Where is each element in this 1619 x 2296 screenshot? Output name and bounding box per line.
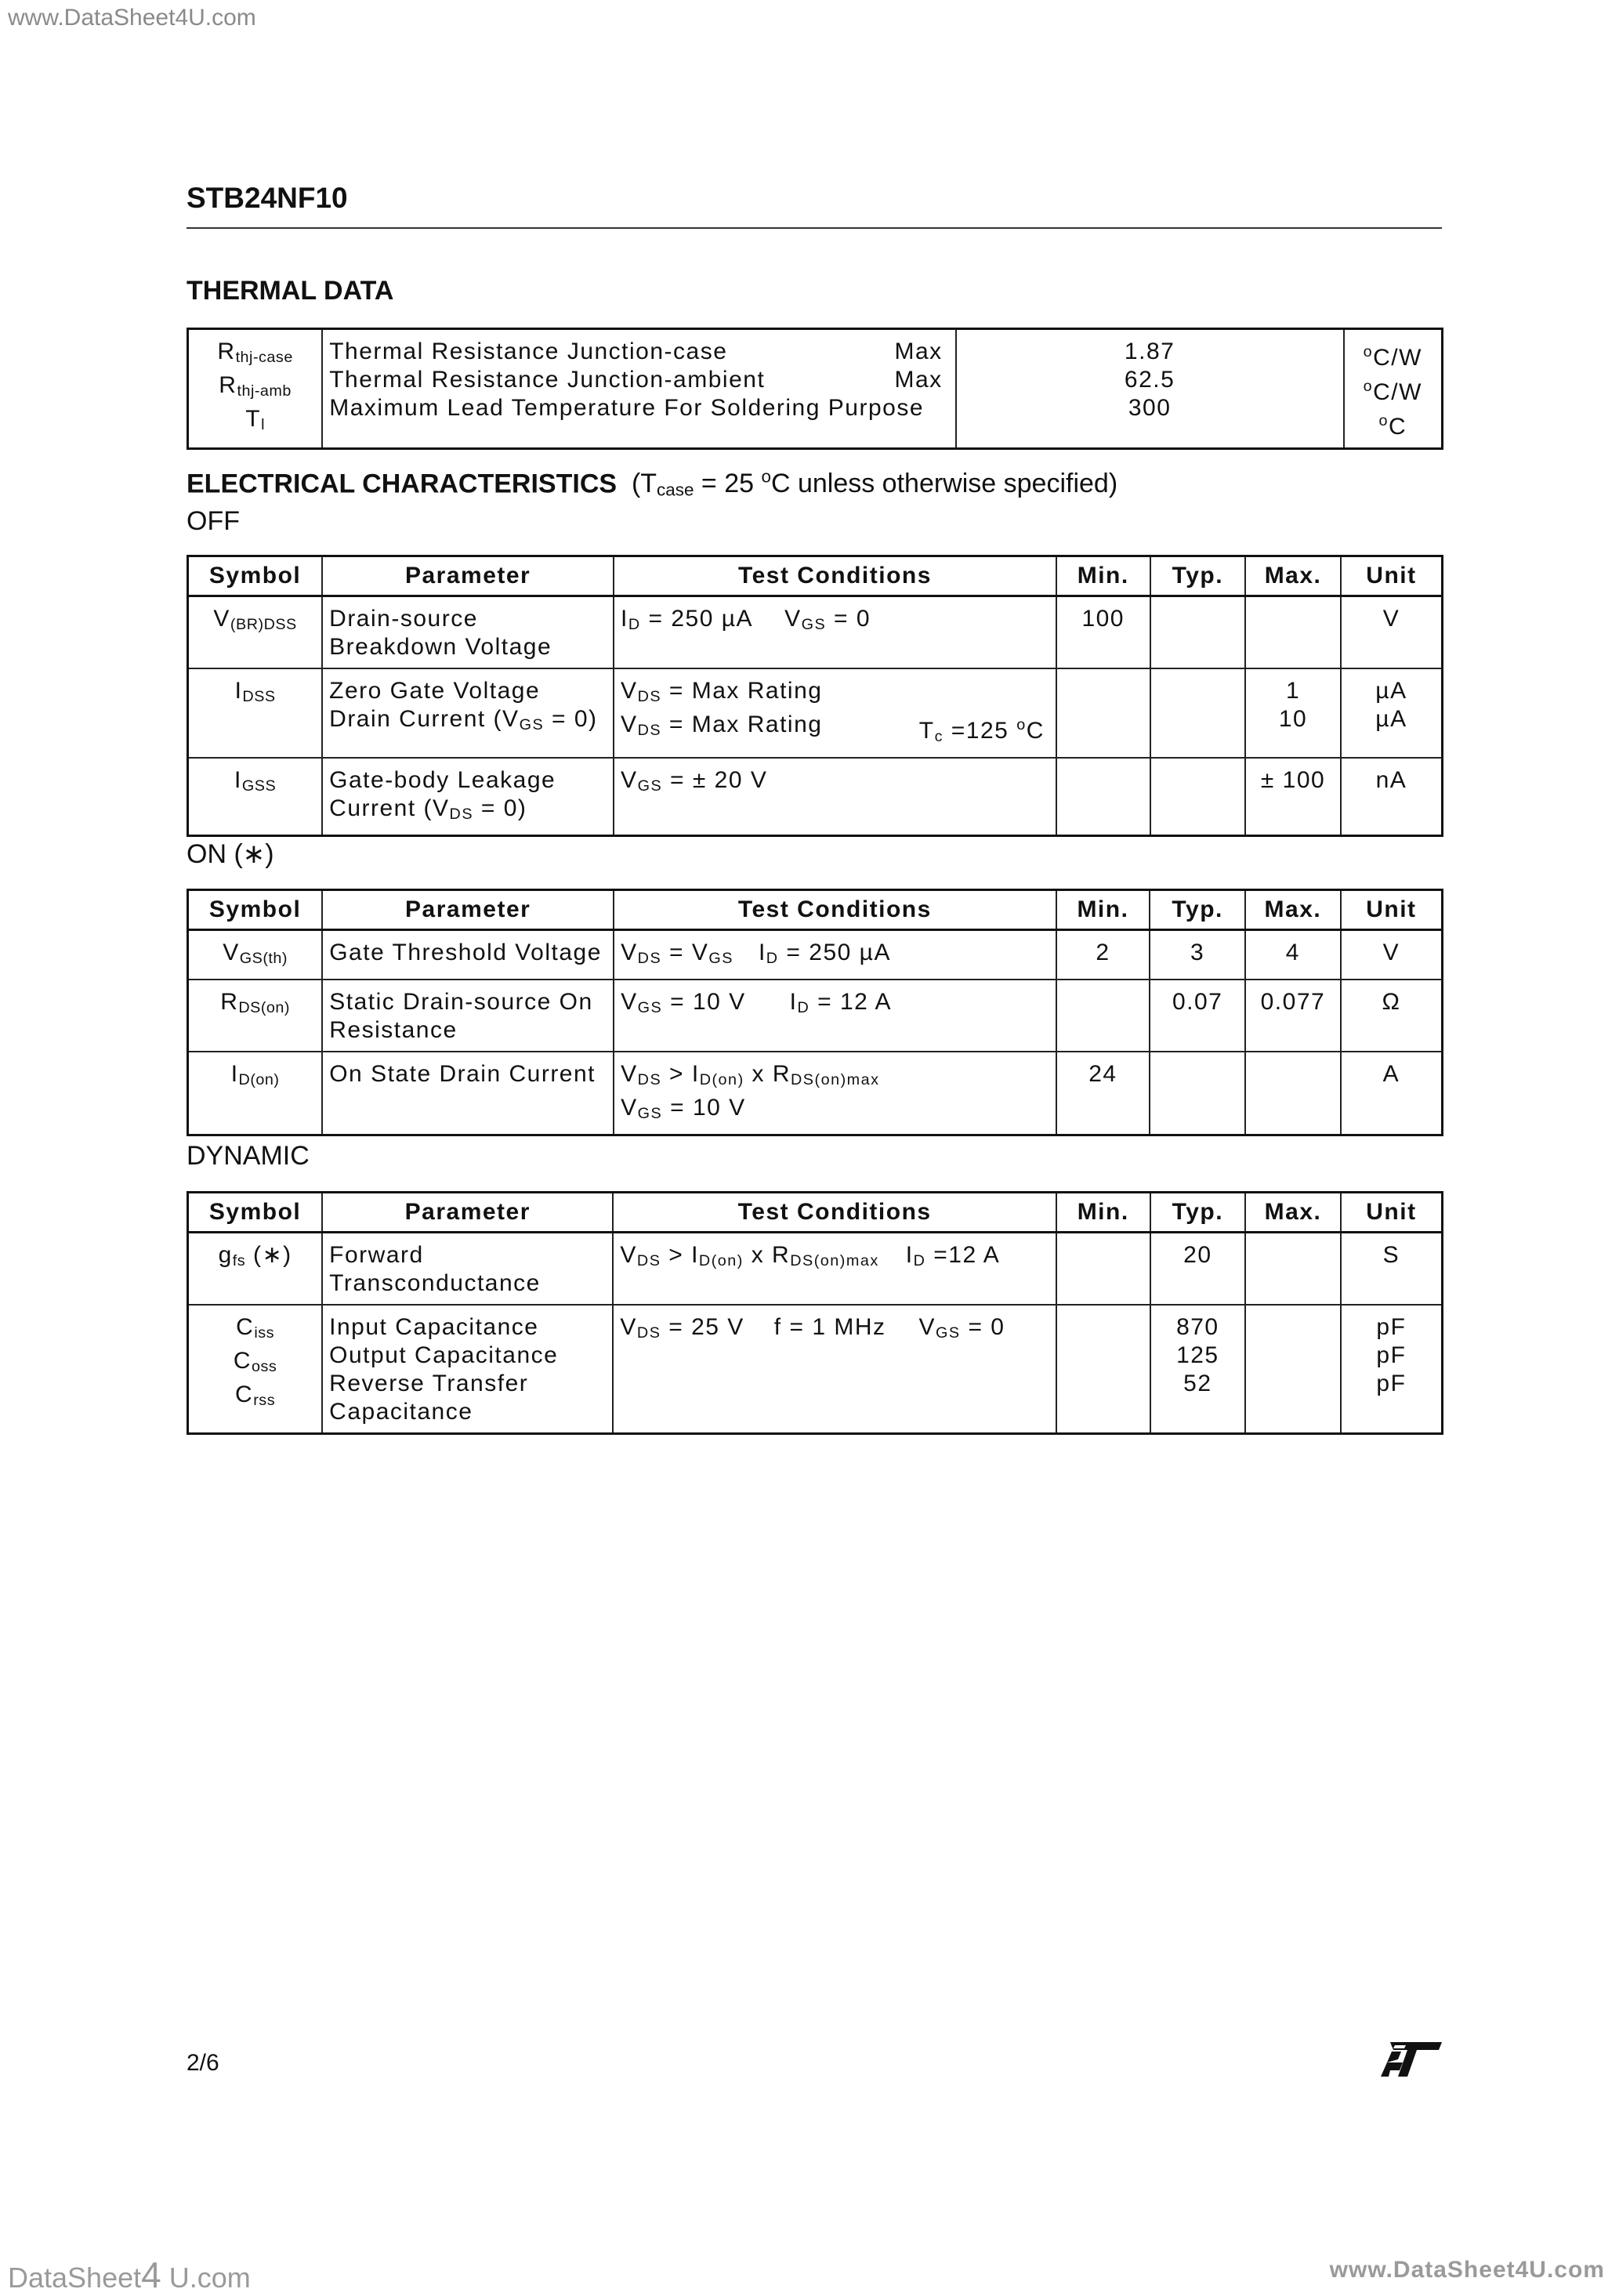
typ-cell: 0.07 [1150, 980, 1245, 1052]
min-cell: 24 [1056, 1052, 1150, 1135]
unit-cell: A [1341, 1052, 1443, 1135]
electrical-conditions: ($T_{case} = 25$ $^o$C unless otherwise specified) [631, 467, 1118, 500]
max-cell: 1 10 [1245, 668, 1341, 758]
electrical-heading [187, 467, 1117, 501]
table-row [188, 1305, 1443, 1434]
symbol-cell: $I_{DSS}$ [188, 668, 323, 758]
min-cell: 100 [1056, 596, 1150, 669]
table-row [188, 930, 1443, 980]
page-number: 2/6 [187, 2050, 219, 2076]
min-cell: 2 [1056, 930, 1150, 980]
symbol-cell: $I_{D(on)}$ [188, 1052, 323, 1135]
thermal-table [187, 328, 1443, 450]
parameter-cell: Gate-body Leakage Current $(V_{DS} = 0)$ [322, 758, 614, 835]
max-cell: ± 100 [1245, 758, 1341, 835]
unit-cell: nA [1341, 758, 1443, 835]
electrical-title: ELECTRICAL CHARACTERISTICS [187, 469, 618, 499]
header-parameter: Parameter [322, 556, 614, 596]
symbol-cell: $C_{iss}$ $C_{oss}$ $C_{rss}$ [188, 1305, 323, 1434]
off-heading: OFF [187, 506, 240, 536]
unit-cell: $^o$C/W $^o$C/W $^o$C [1344, 329, 1443, 449]
unit-cell: S [1341, 1233, 1443, 1306]
symbol-cell: $I_{GSS}$ [188, 758, 323, 835]
typ-cell [1150, 1052, 1245, 1135]
parameter-cell: Input Capacitance Output Capacitance Reverse Transfer Capacitance [322, 1305, 613, 1434]
unit-cell: V [1341, 596, 1443, 669]
typ-cell [1150, 758, 1246, 835]
header-unit: Unit [1341, 1193, 1443, 1233]
table-row [188, 758, 1443, 835]
table-header-row [188, 1193, 1443, 1233]
condition-cell: $V_{DS} > I_{D(on)}$ x $R_{DS(on)max}$ $V_{GS} = 10$ V [614, 1052, 1056, 1135]
header-test-conditions: Test Conditions [614, 556, 1056, 596]
condition-cell: $V_{DS} > I_{D(on)}$ x $R_{DS(on)max}$ $I_D =12$ A [613, 1233, 1056, 1306]
unit-cell: µA µA [1341, 668, 1443, 758]
condition-cell: $V_{DS} = 25$ V f = 1 MHz $V_{GS} = 0$ [613, 1305, 1056, 1434]
header-unit: Unit [1341, 556, 1443, 596]
parameter-cell: Forward Transconductance [322, 1233, 613, 1306]
header-symbol: Symbol [188, 1193, 323, 1233]
header-typ: Typ. [1150, 1193, 1246, 1233]
condition-cell: $V_{DS} = V_{GS}$ $I_D = 250$ µA [614, 930, 1056, 980]
typ-cell: 870 125 52 [1150, 1305, 1246, 1434]
thermal-heading: THERMAL DATA [187, 276, 394, 306]
table-row [188, 668, 1443, 758]
table-row [188, 596, 1443, 669]
st-logo-icon [1379, 2041, 1443, 2078]
watermark-text: DataSheet [8, 2262, 142, 2294]
symbol-cell: $R_{thj-case}$ $R_{thj-amb}$ $T_l$ [188, 329, 323, 449]
min-cell [1056, 980, 1150, 1052]
header-typ: Typ. [1150, 890, 1245, 930]
table-row [188, 1233, 1443, 1306]
dynamic-heading: DYNAMIC [187, 1141, 310, 1171]
symbol-cell: $R_{DS(on)}$ [188, 980, 323, 1052]
typ-cell: 20 [1150, 1233, 1246, 1306]
header-max: Max. [1245, 890, 1341, 930]
watermark-text: U.com [168, 2262, 251, 2294]
header-test-conditions: Test Conditions [613, 1193, 1056, 1233]
watermark-bottom-right: www.DataSheet4U.com [1329, 2257, 1605, 2283]
watermark-bottom-left [8, 2254, 251, 2296]
header-parameter: Parameter [322, 1193, 613, 1233]
max-cell: 0.077 [1245, 980, 1341, 1052]
max-cell [1245, 596, 1341, 669]
unit-cell: Ω [1341, 980, 1443, 1052]
parameter-cell: Zero Gate Voltage Drain Current $(V_{GS} = 0)$ [322, 668, 614, 758]
table-header-row [188, 556, 1443, 596]
document-title: STB24NF10 [187, 182, 348, 214]
parameter-cell: Static Drain-source On Resistance [322, 980, 614, 1052]
header-parameter: Parameter [322, 890, 614, 930]
condition-cell: $V_{GS}$ = ± 20 V [614, 758, 1056, 835]
unit-cell: V [1341, 930, 1443, 980]
off-table [187, 555, 1443, 837]
condition-cell: $V_{GS} = 10$ V $I_D = 12$ A [614, 980, 1056, 1052]
min-cell [1056, 758, 1150, 835]
header-symbol: Symbol [188, 556, 323, 596]
dynamic-table [187, 1191, 1443, 1435]
condition-cell: $I_D = 250$ µA $V_{GS} = 0$ [614, 596, 1056, 669]
parameter-cell: Thermal Resistance Junction-case Max Thermal Resistance Junction-ambient Max Maximum Lead Temperature For Soldering Purpose [322, 329, 955, 449]
watermark-text: 4 [141, 2254, 161, 2295]
header-min: Min. [1056, 1193, 1150, 1233]
on-table [187, 889, 1443, 1136]
header-test-conditions: Test Conditions [614, 890, 1056, 930]
condition-cell: $V_{DS}$ = Max Rating $V_{DS}$ = Max Rating $T_c =125$ $^o$C [614, 668, 1056, 758]
watermark-top: www.DataSheet4U.com [8, 5, 256, 31]
min-cell [1056, 1233, 1150, 1306]
min-cell [1056, 1305, 1150, 1434]
header-typ: Typ. [1150, 556, 1246, 596]
typ-cell [1150, 596, 1246, 669]
value-cell: 1.87 62.5 300 [956, 329, 1344, 449]
max-cell [1245, 1052, 1341, 1135]
header-min: Min. [1056, 556, 1150, 596]
parameter-cell: Gate Threshold Voltage [322, 930, 614, 980]
typ-cell: 3 [1150, 930, 1245, 980]
thermal-row [188, 329, 1443, 449]
header-unit: Unit [1341, 890, 1443, 930]
min-cell [1056, 668, 1150, 758]
header-max: Max. [1245, 1193, 1341, 1233]
header-rule [187, 227, 1442, 229]
max-cell [1245, 1233, 1341, 1306]
table-row [188, 1052, 1443, 1135]
unit-cell: pF pF pF [1341, 1305, 1443, 1434]
header-min: Min. [1056, 890, 1150, 930]
parameter-cell: Drain-source Breakdown Voltage [322, 596, 614, 669]
symbol-cell: $V_{GS(th)}$ [188, 930, 323, 980]
symbol-cell: $V_{(BR)DSS}$ [188, 596, 323, 669]
header-symbol: Symbol [188, 890, 323, 930]
table-header-row [188, 890, 1443, 930]
typ-cell [1150, 668, 1246, 758]
on-heading: ON (∗) [187, 839, 274, 869]
table-row [188, 980, 1443, 1052]
max-cell: 4 [1245, 930, 1341, 980]
max-cell [1245, 1305, 1341, 1434]
parameter-cell: On State Drain Current [322, 1052, 614, 1135]
symbol-cell: $g_{fs}$ (∗) [188, 1233, 323, 1306]
header-max: Max. [1245, 556, 1341, 596]
